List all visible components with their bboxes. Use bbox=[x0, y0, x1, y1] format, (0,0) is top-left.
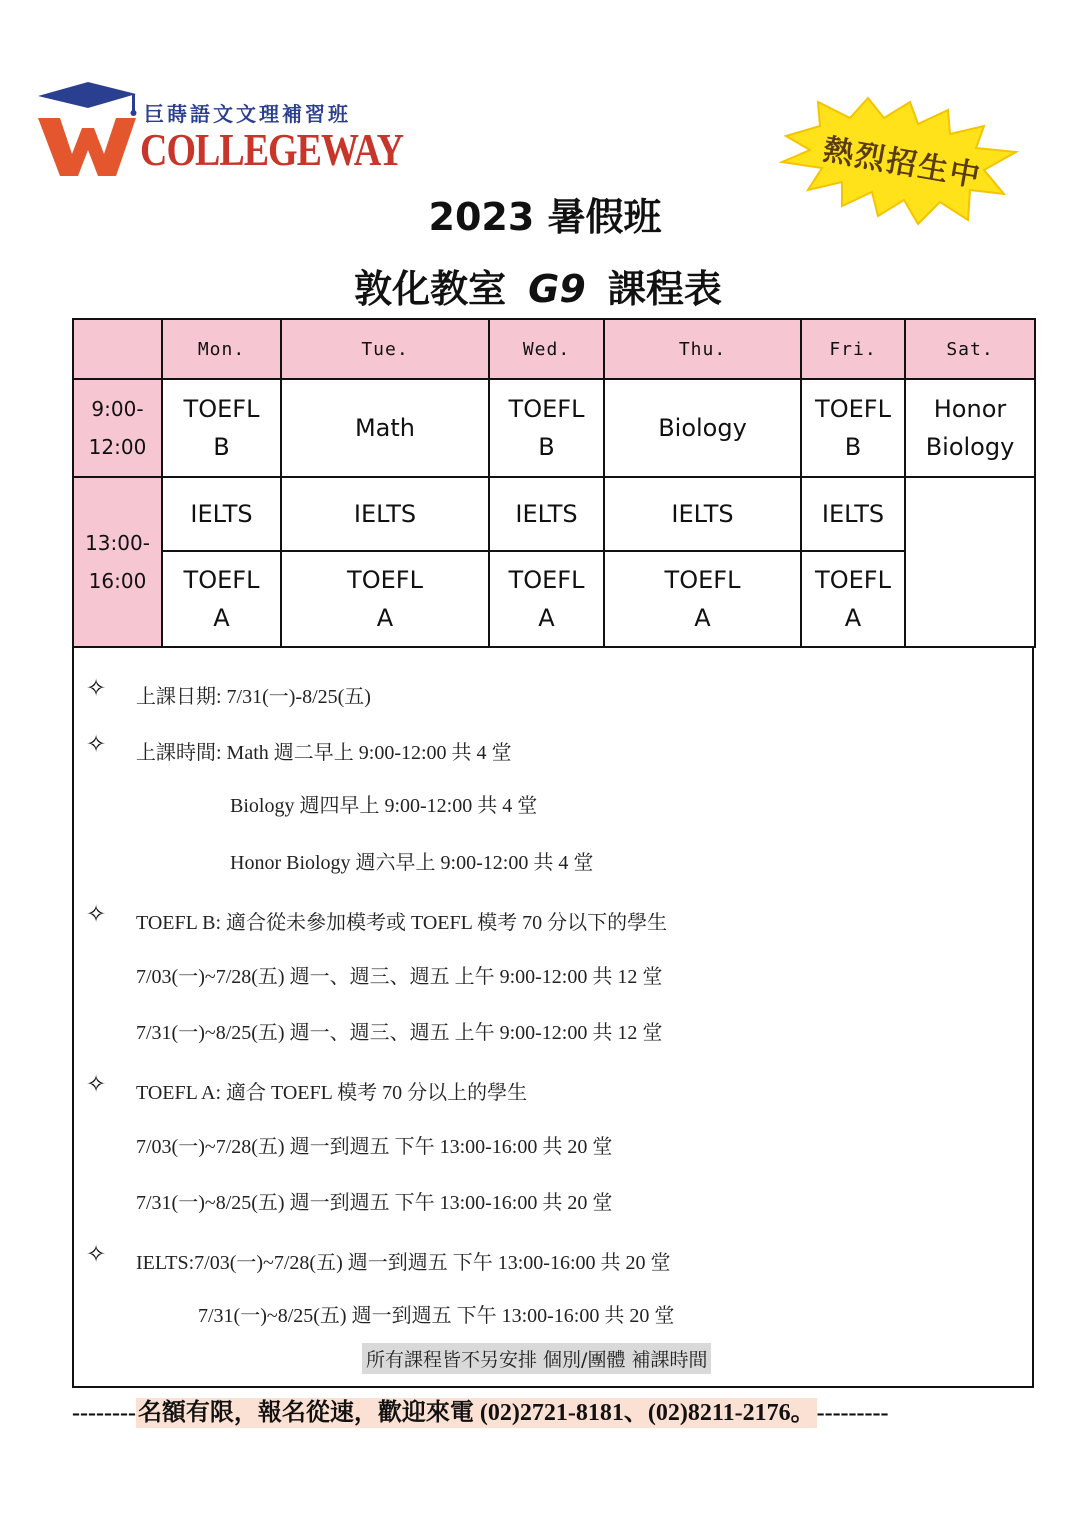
logo-english-name: COLLEGEWAY bbox=[140, 125, 404, 176]
class-cell bbox=[489, 379, 604, 477]
class-cell: IELTS bbox=[801, 477, 905, 551]
sparkle-bullet-icon: ✧ bbox=[86, 732, 107, 758]
afternoon-ielts-row bbox=[73, 477, 1035, 551]
class-cell bbox=[801, 379, 905, 477]
class-cell: IELTS bbox=[162, 477, 281, 551]
page-title: 2023 暑假班 bbox=[428, 195, 662, 239]
course-name: TOEFL bbox=[508, 566, 585, 594]
class-cell bbox=[281, 551, 489, 647]
note-ielts-session: 7/31(一)~8/25(五) 週一到週五 下午 13:00-16:00 共 20 堂 bbox=[198, 1305, 675, 1327]
class-cell bbox=[162, 551, 281, 647]
time-end: 16:00 bbox=[88, 569, 147, 593]
graduation-cap-w-icon bbox=[36, 80, 142, 180]
day-header: Fri. bbox=[801, 319, 905, 379]
course-level: A bbox=[844, 604, 862, 632]
schedule-table bbox=[72, 318, 1036, 648]
empty-cell bbox=[905, 477, 1035, 647]
course-level: A bbox=[538, 604, 555, 632]
sparkle-bullet-icon: ✧ bbox=[86, 1072, 107, 1098]
morning-time-cell bbox=[73, 379, 162, 477]
class-cell bbox=[604, 551, 801, 647]
course-level: A bbox=[213, 604, 230, 632]
time-start: 9:00- bbox=[91, 397, 144, 421]
corner-cell bbox=[73, 319, 162, 379]
course-name: TOEFL bbox=[347, 566, 423, 594]
course-name: TOEFL bbox=[183, 395, 260, 423]
course-level: B bbox=[213, 433, 230, 461]
note-time-math: 上課時間: Math 週二早上 9:00-12:00 共 4 堂 bbox=[136, 742, 512, 764]
schedule-label: 課程表 bbox=[607, 267, 722, 311]
footer-dashes: -------- bbox=[72, 1400, 136, 1426]
makeup-notice: 所有課程皆不另安排 個別/團體 補課時間 bbox=[362, 1343, 711, 1374]
sparkle-bullet-icon: ✧ bbox=[86, 902, 107, 928]
course-level: B bbox=[844, 433, 862, 461]
afternoon-time-cell bbox=[73, 477, 162, 647]
morning-row bbox=[73, 379, 1035, 477]
enrollment-badge-text: 熱烈招生中 bbox=[820, 132, 985, 195]
note-toefl-b-title: TOEFL B: 適合從未參加模考或 TOEFL 模考 70 分以下的學生 bbox=[136, 912, 668, 934]
note-toefl-b-session: 7/03(一)~7/28(五) 週一、週三、週五 上午 9:00-12:00 共 12 堂 bbox=[136, 966, 663, 988]
class-cell: IELTS bbox=[604, 477, 801, 551]
note-toefl-a-title: TOEFL A: 適合 TOEFL 模考 70 分以上的學生 bbox=[136, 1082, 528, 1104]
note-dates: 上課日期: 7/31(一)-8/25(五) bbox=[136, 686, 371, 708]
sparkle-bullet-icon: ✧ bbox=[86, 676, 107, 702]
note-toefl-b-session: 7/31(一)~8/25(五) 週一、週三、週五 上午 9:00-12:00 共 12 堂 bbox=[136, 1022, 663, 1044]
course-level: A bbox=[376, 604, 394, 632]
note-time-honor: Honor Biology 週六早上 9:00-12:00 共 4 堂 bbox=[230, 852, 594, 874]
class-cell bbox=[281, 379, 489, 477]
course-name: TOEFL bbox=[815, 395, 891, 423]
note-time-biology: Biology 週四早上 9:00-12:00 共 4 堂 bbox=[230, 795, 538, 817]
class-cell: IELTS bbox=[281, 477, 489, 551]
course-name: TOEFL bbox=[183, 566, 260, 594]
course-name: TOEFL bbox=[508, 395, 585, 423]
collegeway-logo bbox=[36, 80, 404, 180]
footer-dashes: --------- bbox=[816, 1400, 889, 1426]
class-cell bbox=[162, 379, 281, 477]
class-cell bbox=[489, 551, 604, 647]
course-name: Biology bbox=[925, 433, 1015, 461]
note-toefl-a-session: 7/03(一)~7/28(五) 週一到週五 下午 13:00-16:00 共 20 堂 bbox=[136, 1136, 613, 1158]
header-row bbox=[73, 319, 1035, 379]
day-header: Thu. bbox=[604, 319, 801, 379]
footer-contact bbox=[72, 1392, 889, 1427]
class-cell bbox=[801, 551, 905, 647]
class-cell: IELTS bbox=[489, 477, 604, 551]
sparkle-bullet-icon: ✧ bbox=[86, 1242, 107, 1268]
class-cell bbox=[905, 379, 1035, 477]
classroom-name: 敦化教室 bbox=[354, 267, 507, 311]
day-header: Mon. bbox=[162, 319, 281, 379]
time-start: 13:00- bbox=[85, 531, 150, 555]
course-level: A bbox=[694, 604, 711, 632]
note-ielts-session: IELTS:7/03(一)~7/28(五) 週一到週五 下午 13:00-16:00 共 20 堂 bbox=[136, 1252, 671, 1274]
time-end: 12:00 bbox=[88, 435, 147, 459]
day-header: Sat. bbox=[905, 319, 1035, 379]
day-header: Wed. bbox=[489, 319, 604, 379]
note-toefl-a-session: 7/31(一)~8/25(五) 週一到週五 下午 13:00-16:00 共 20 堂 bbox=[136, 1192, 613, 1214]
course-name: Math bbox=[354, 414, 416, 442]
course-name: Biology bbox=[658, 414, 747, 442]
grade-label: G9 bbox=[528, 267, 586, 311]
footer-contact-text: 名額有限，報名從速，歡迎來電 (02)2721-8181、(02)8211-2176。 bbox=[137, 1400, 815, 1426]
course-level: B bbox=[538, 433, 555, 461]
class-cell bbox=[604, 379, 801, 477]
course-name: TOEFL bbox=[664, 566, 741, 594]
page-subtitle bbox=[0, 258, 1076, 313]
afternoon-toefl-row bbox=[73, 551, 1035, 647]
notes-box bbox=[72, 648, 1034, 1388]
day-header: Tue. bbox=[281, 319, 489, 379]
logo-chinese-name: 巨蒔語文文理補習班 bbox=[144, 102, 351, 126]
course-name: Honor bbox=[933, 395, 1007, 423]
course-name: TOEFL bbox=[815, 566, 891, 594]
